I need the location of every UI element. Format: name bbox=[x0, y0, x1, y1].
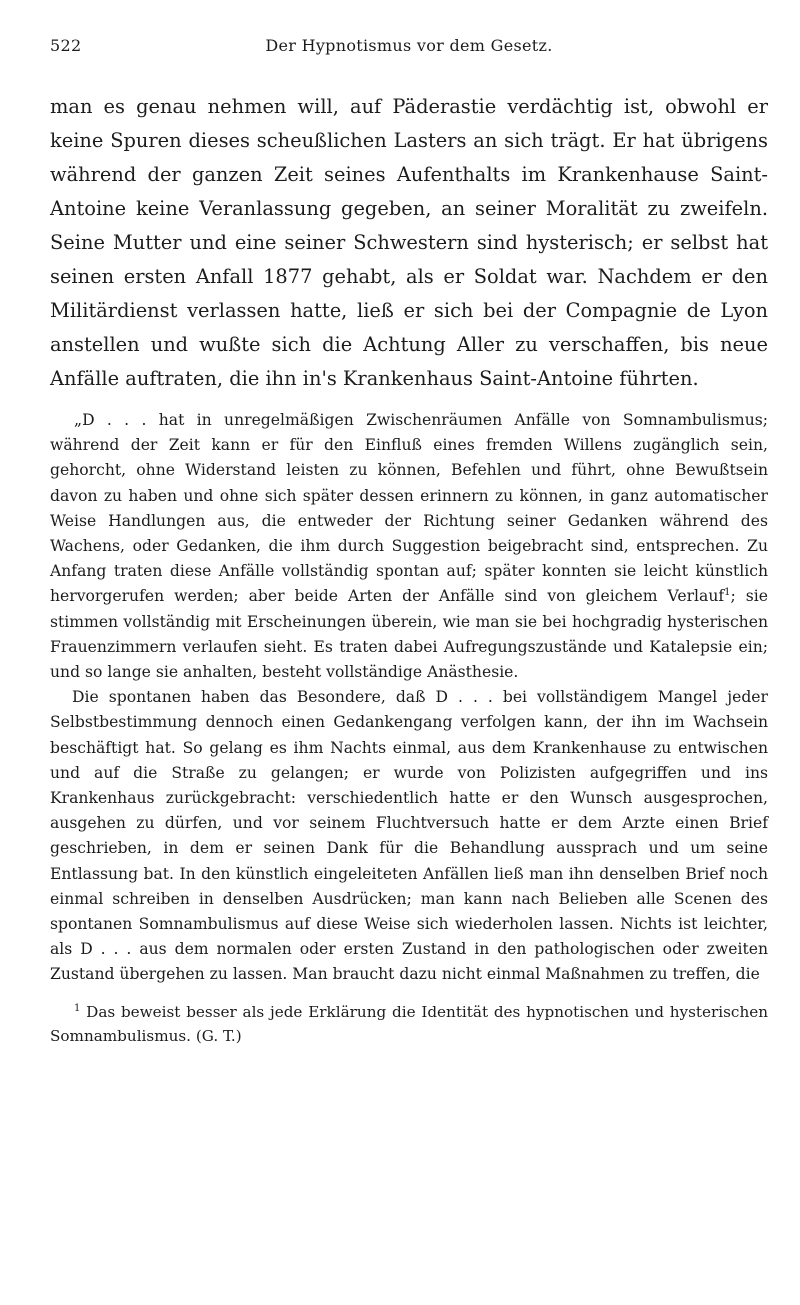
quoted-report bbox=[50, 408, 768, 988]
quote-text-after-note: ; sie stimmen vollständig mit Erscheinungen überein, wie man sie bei hochgradig hysterischen Frauenzimmern verlaufen sieht. Es traten dabei Aufregungszustände und Katalepsie ein; und so lange sie anhalten, besteht vollständige Anästhesie. bbox=[50, 587, 768, 682]
footnote bbox=[50, 1000, 768, 1048]
page-header bbox=[50, 36, 768, 66]
book-page bbox=[50, 36, 768, 1048]
quote-paragraph-1 bbox=[50, 408, 768, 685]
footnote-reference[interactable]: 1 bbox=[724, 587, 731, 599]
footnote-mark: 1 bbox=[74, 1002, 81, 1014]
quote-paragraph-2: Die spontanen haben das Besondere, daß D . . . bei vollständigem Mangel jeder Selbstbestimmung dennoch einen Gedankengang verfolgen kann, der ihn im Wachsein beschäftigt hat. So gelang es ihm Nachts einmal, aus dem Krankenhause zu entwischen und auf die Straße zu gelangen; er wurde von Polizisten aufgegriffen und ins Krankenhaus zurückgebracht: verschiedentlich hatte er den Wunsch ausgesprochen, ausgehen zu dürfen, und vor seinem Fluchtversuch hatte er dem Arzte einen Brief geschrieben, in dem er seinen Dank für die Behandlung aussprach und um seine Entlassung bat. In den künstlich eingeleiteten Anfällen ließ man ihn denselben Brief noch einmal schreiben in denselben Ausdrücken; man kann nach Belieben alle Scenen des spontanen Somnambulismus auf diese Weise sich wiederholen lassen. Nichts ist leichter, als D . . . aus dem normalen oder ersten Zustand in den pathologischen oder zweiten Zustand übergehen zu lassen. Man braucht dazu nicht einmal Maßnahmen zu treffen, die bbox=[50, 688, 768, 984]
running-head: Der Hypnotismus vor dem Gesetz. bbox=[265, 36, 553, 55]
page-number: 522 bbox=[50, 36, 82, 55]
main-paragraph: man es genau nehmen will, auf Päderastie verdächtig ist, obwohl er keine Spuren dieses scheußlichen Lasters an sich trägt. Er hat übrigens während der ganzen Zeit seines Aufenthalts im Krankenhause Saint-Antoine keine Veranlassung gegeben, an seiner Moralität zu zweifeln. Seine Mutter und eine seiner Schwestern sind hysterisch; er selbst hat seinen ersten Anfall 1877 gehabt, als er Soldat war. Nachdem er den Militärdienst verlassen hatte, ließ er sich bei der Compagnie de Lyon anstellen und wußte sich die Achtung Aller zu verschaffen, bis neue Anfälle auftraten, die ihn in's Krankenhaus Saint-Antoine führten. bbox=[50, 95, 768, 390]
main-text-block bbox=[50, 90, 768, 396]
quote-text-before-note: „D . . . hat in unregelmäßigen Zwischenräumen Anfälle von Somnambulismus; während der Zeit kann er für den Einfluß eines fremden Willens zugänglich sein, gehorcht, ohne Widerstand leisten zu können, Befehlen und führt, ohne Bewußtsein davon zu haben und ohne sich später dessen erinnern zu können, in ganz automatischer Weise Handlungen aus, die entweder der Richtung seiner Gedanken während des Wachens, oder Gedanken, die ihm durch Suggestion beigebracht sind, entsprechen. Zu Anfang traten diese Anfälle vollständig spontan auf; später konnten sie leicht künstlich hervorgerufen werden; aber beide Arten der Anfälle sind von gleichem Verlauf bbox=[50, 411, 768, 606]
footnote-text: Das beweist besser als jede Erklärung die Identität des hypnotischen und hysterischen Somnambulismus. (G. T.) bbox=[50, 1002, 768, 1045]
